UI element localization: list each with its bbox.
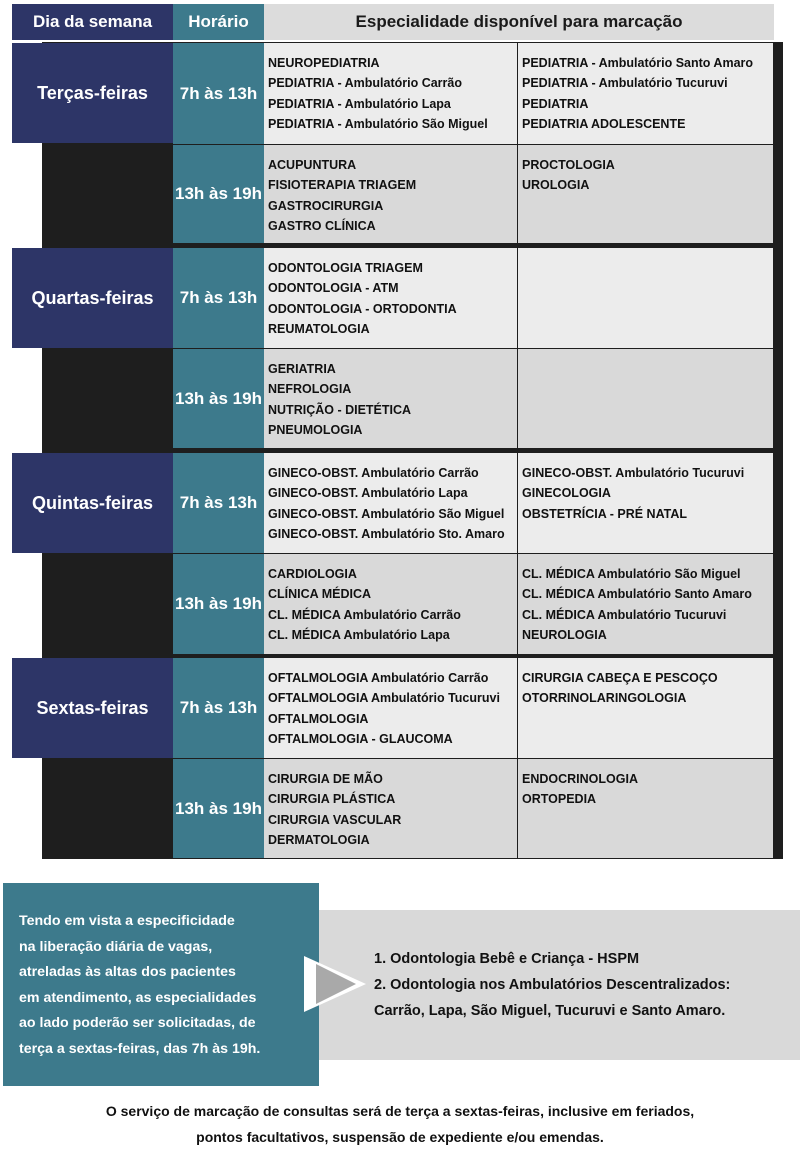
list-item: CL. MÉDICA Ambulatório São Miguel [522,567,741,581]
list-item: OFTALMOLOGIA [268,711,369,726]
list-item: ODONTOLOGIA - ORTODONTIA [268,301,457,316]
list-item: REUMATOLOGIA [268,321,370,336]
note-line: terça a sextas-feiras, das 7h às 19h. [19,1040,261,1057]
time-tuesday-afternoon: 13h às 19h [173,145,264,243]
list-item: PEDIATRIA - Ambulatório Lapa [268,96,451,111]
specialties-tuesday-morning-col1 [264,43,517,144]
list-item: UROLOGIA [522,178,590,193]
specialties-tuesday-morning-col2 [518,43,773,144]
list-item: ACUPUNTURA [268,158,357,172]
day-thursday: Quintas-feiras [12,453,173,553]
list-item: PEDIATRIA - Ambulatório Tucuruvi [522,76,728,91]
list-item: FISIOTERAPIA TRIAGEM [268,178,417,193]
list-item: PEDIATRIA - Ambulatório São Miguel [268,116,488,131]
list-item: CL. MÉDICA Ambulatório Lapa [268,627,450,642]
time-thursday-morning: 7h às 13h [173,453,264,553]
list-item: GERIATRIA [268,362,336,376]
time-friday-afternoon: 13h às 19h [173,759,264,858]
list-item: ORTOPEDIA [522,792,597,807]
list-item: GINECO-OBST. Ambulatório Sto. Amaro [268,526,505,541]
footer-note [0,1098,800,1150]
list-item: CIRURGIA DE MÃO [268,772,383,786]
specialties-thursday-afternoon-col2 [518,554,773,654]
specialties-thursday-morning-col1 [264,453,517,553]
list-item: OFTALMOLOGIA - GLAUCOMA [268,731,453,746]
note-line: na liberação diária de vagas, [19,938,213,955]
list-item: CARDIOLOGIA [268,567,357,581]
time-thursday-afternoon: 13h às 19h [173,554,264,654]
footer-line: O serviço de marcação de consultas será de terça a sextas-feiras, inclusive em feriados, [105,1103,695,1119]
list-item: ODONTOLOGIA TRIAGEM [268,261,423,275]
list-item: ODONTOLOGIA - ATM [268,281,399,296]
day-tuesday: Terças-feiras [12,43,173,143]
list-item: OFTALMOLOGIA Ambulatório Carrão [268,671,489,685]
day-wednesday: Quartas-feiras [12,248,173,348]
time-wednesday-afternoon: 13h às 19h [173,349,264,448]
list-item: CIRURGIA CABEÇA E PESCOÇO [522,671,718,685]
specialties-wednesday-afternoon-col2 [518,349,773,448]
specialties-friday-afternoon-col1 [264,759,517,858]
list-item: NEFROLOGIA [268,382,352,397]
time-tuesday-morning: 7h às 13h [173,43,264,144]
list-item: GINECO-OBST. Ambulatório Lapa [268,486,468,501]
note-line: ao lado poderão ser solicitadas, de [19,1015,256,1031]
specialties-wednesday-morning-col2 [518,248,773,348]
list-item: CIRURGIA VASCULAR [268,812,402,827]
note-explanation-panel [3,883,319,1086]
list-item: GINECO-OBST. Ambulatório Tucuruvi [522,466,745,480]
list-item: GINECO-OBST. Ambulatório Carrão [268,466,479,480]
time-friday-morning: 7h às 13h [173,658,264,758]
specialties-friday-morning-col2 [518,658,773,758]
list-item: PEDIATRIA - Ambulatório Carrão [268,76,462,91]
note-line: Tendo em vista a especificidade [19,913,235,929]
arrow-right-icon [304,956,366,1012]
list-item: 1. Odontologia Bebê e Criança - HSPM [374,951,640,967]
list-item: GINECOLOGIA [522,486,611,501]
list-item: DERMATOLOGIA [268,832,370,847]
odontology-list [374,946,730,1024]
specialties-thursday-afternoon-col1 [264,554,517,654]
list-item: OFTALMOLOGIA Ambulatório Tucuruvi [268,691,500,706]
list-item: PNEUMOLOGIA [268,422,363,437]
note-line: em atendimento, as especialidades [19,989,257,1006]
list-item: PEDIATRIA - Ambulatório Santo Amaro [522,56,754,70]
list-item: PEDIATRIA ADOLESCENTE [522,116,686,131]
time-wednesday-morning: 7h às 13h [173,248,264,348]
list-item: CL. MÉDICA Ambulatório Santo Amaro [522,587,752,602]
specialties-friday-afternoon-col2 [518,759,773,858]
list-item: CIRURGIA PLÁSTICA [268,792,396,807]
specialties-wednesday-morning-col1 [264,248,517,348]
list-item: ENDOCRINOLOGIA [522,772,638,786]
footer-line: pontos facultativos, suspensão de expediente e/ou emendas. [196,1129,604,1145]
list-item: GASTROCIRURGIA [268,198,384,213]
list-item: NEUROPEDIATRIA [268,56,380,70]
list-item: PEDIATRIA [522,96,589,111]
specialties-wednesday-afternoon-col1 [264,349,517,448]
specialties-friday-morning-col1 [264,658,517,758]
list-item: GINECO-OBST. Ambulatório São Miguel [268,506,505,521]
specialties-tuesday-afternoon-col1 [264,145,517,243]
list-item: PROCTOLOGIA [522,158,615,172]
header-time: Horário [173,4,264,40]
list-item: OBSTETRÍCIA - PRÉ NATAL [522,506,688,521]
list-item: GASTRO CLÍNICA [268,218,376,233]
list-item: CL. MÉDICA Ambulatório Tucuruvi [522,607,727,622]
list-item: NEUROLOGIA [522,627,607,642]
header-specialty: Especialidade disponível para marcação [264,4,774,40]
list-item: NUTRIÇÃO - DIETÉTICA [268,402,412,417]
note-line: atreladas às altas dos pacientes [19,964,236,980]
list-item: CLÍNICA MÉDICA [268,587,372,602]
day-friday: Sextas-feiras [12,658,173,758]
header-day-of-week: Dia da semana [12,4,173,40]
specialties-thursday-morning-col2 [518,453,773,553]
list-item: 2. Odontologia nos Ambulatórios Descentralizados: [374,977,731,993]
list-item: CL. MÉDICA Ambulatório Carrão [268,607,461,622]
specialties-tuesday-afternoon-col2 [518,145,773,243]
list-item: OTORRINOLARINGOLOGIA [522,691,687,706]
list-item: Carrão, Lapa, São Miguel, Tucuruvi e Santo Amaro. [374,1003,726,1019]
